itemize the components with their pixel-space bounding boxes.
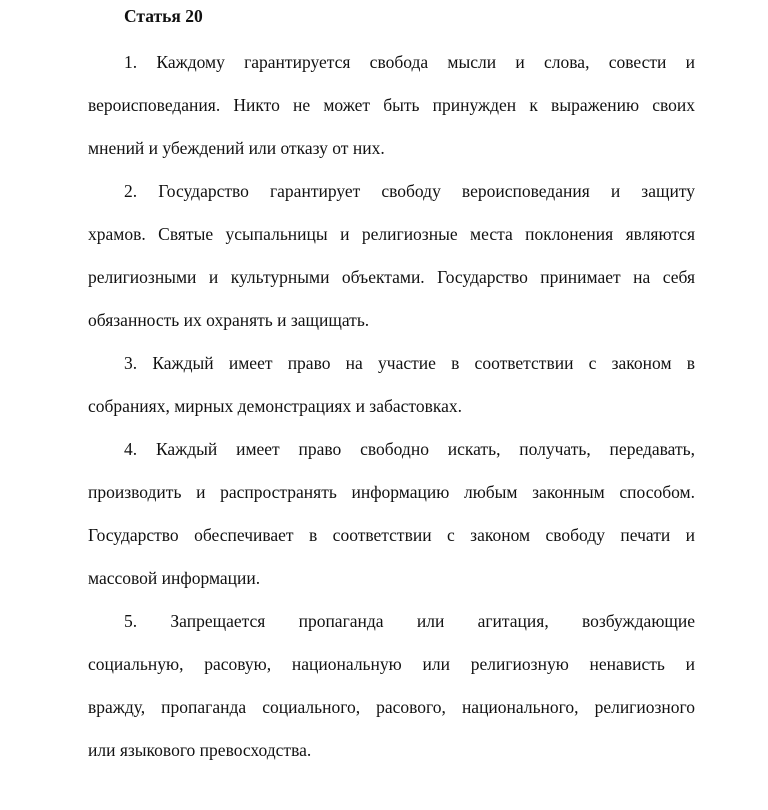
paragraph-line: мнений и убеждений или отказу от них. [88, 138, 385, 158]
paragraph-line: 5. Запрещается пропаганда или агитация, возбуждающие [124, 611, 695, 631]
paragraph-line: обязанность их охранять и защищать. [88, 310, 370, 330]
paragraph-line: массовой информации. [88, 568, 261, 588]
paragraph-line: религиозными и культурными объектами. Государство принимает на себя [88, 267, 695, 287]
paragraph-line: производить и распространять информацию любым законным способом. [88, 482, 695, 502]
paragraph-line: или языкового превосходства. [88, 740, 312, 760]
paragraph-line: социальную, расовую, национальную или религиозную ненависть и [88, 654, 695, 674]
paragraph-line: храмов. Святые усыпальницы и религиозные места поклонения являются [88, 224, 695, 244]
paragraph-line: вражду, пропаганда социального, расового, национального, религиозного [88, 697, 695, 717]
paragraph-line: 3. Каждый имеет право на участие в соответствии с законом в [124, 353, 695, 373]
paragraph-line: 4. Каждый имеет право свободно искать, получать, передавать, [124, 439, 695, 459]
paragraph-line: вероисповедания. Никто не может быть принужден к выражению своих [88, 95, 695, 115]
paragraph-line: собраниях, мирных демонстрациях и забастовках. [88, 396, 462, 416]
paragraph-line: 2. Государство гарантирует свободу вероисповедания и защиту [124, 181, 695, 201]
paragraph-line: 1. Каждому гарантируется свобода мысли и слова, совести и [124, 52, 695, 72]
paragraph-line: Государство обеспечивает в соответствии с законом свободу печати и [88, 525, 695, 545]
article-title: Статья 20 [124, 6, 203, 26]
